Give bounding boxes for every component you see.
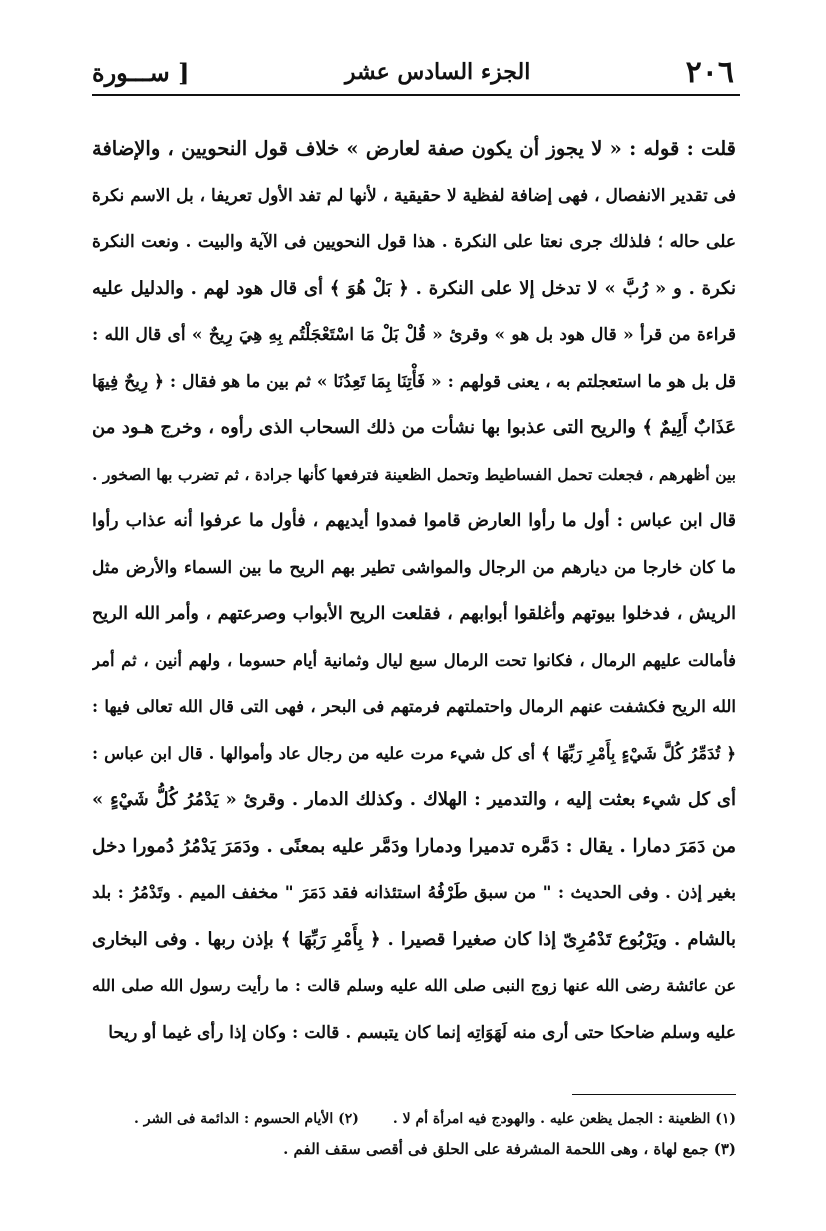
text-line: قلت : قوله : « لا يجوز أن يكون صفة لعارض » خلاف قول النحويين ، والإضافة [92, 137, 736, 160]
footnote: (١) الظعينة : الجمل يظعن عليه . والهودج فيه امرأة أم لا . [392, 1111, 736, 1127]
text-line: نكرة . و « رُبَّ » لا تدخل إلا على النكرة . ﴿ بَلْ هُوَ ﴾ أى قال هود لهم . والدليل عليه [92, 277, 736, 299]
text-line: بغير إذن . وفى الحديث : " من سبق طَرْفُهُ استئذانه فقد دَمَرَ " مخفف الميم . وتَدْمُرُ : بلد [92, 883, 736, 903]
text-line: عَذَابٌ أَلِيمٌ ﴾ والريح التى عذبوا بها نشأت من ذلك السحاب الذى رأوه ، وخرج هـود من [92, 417, 736, 438]
text-line: قل بل هو ما استعجلتم به ، يعنى قولهم : « فَأْتِنَا بِمَا تَعِدُنَا » ثم بين ما هو فقال : ﴿ رِيحٌ فِيهَا [92, 371, 736, 392]
text-line: عن عائشة رضى الله عنها زوج النبى صلى الله عليه وسلم قالت : ما رأيت رسول الله صلى الله [92, 976, 736, 995]
footnote-divider [572, 1094, 736, 1095]
text-line: قراءة من قرأ « قال هود بل هو » وقرئ « قُلْ بَلْ مَا اسْتَعْجَلْتُم بِهِ هِيَ رِيحٌ » أى قال الله : [92, 325, 736, 345]
footnote: (٣) جمع لهاة ، وهى اللحمة المشرفة على الحلق فى أقصى سقف الفم . [283, 1140, 736, 1158]
page-header [92, 52, 734, 92]
text-line: على حاله ؛ فلذلك جرى نعتا على النكرة . هذا قول النحويين فى الآية والبيت . ونعت النكرة [92, 232, 736, 252]
text-line: بين أظهرهم ، فجعلت تحمل الفساطيط وتحمل الظعينة فترفعها كأنها جرادة ، ثم تضرب بها الصخور . [92, 464, 736, 484]
footnote-line [92, 1104, 736, 1134]
text-line: أى كل شيء بعثت إليه ، والتدمير : الهلاك . وكذلك الدمار . وقرئ « يَدْمُرُ كُلُّ شَيْءٍ » [92, 789, 736, 810]
text-line: ما كان خارجا من ديارهم من الرجال والمواشى تطير بهم الريح ما بين السماء والأرض مثل [92, 557, 736, 578]
text-line: الله الريح فكشفت عنهم الرمال واحتملتهم فرمتهم فى البحر ، فهى التى قال الله تعالى فيها : [92, 697, 736, 716]
page-number: ٢٠٦ [685, 54, 734, 90]
surah-label: [ ســـورة [92, 57, 190, 87]
text-line: الريش ، فدخلوا بيوتهم وأغلقوا أبوابهم ، فقلعت الريح الأبواب وصرعتهم ، وأمر الله الريح [92, 604, 736, 624]
text-line: فأمالت عليهم الرمال ، فكانوا تحت الرمال سبع ليال وثمانية أيام حسوما ، ولهم أنين ، ثم أمر [92, 650, 736, 670]
text-line: ﴿ تُدَمِّرُ كُلَّ شَيْءٍ بِأَمْرِ رَبِّهَا ﴾ أى كل شيء مرت عليه من رجال عاد وأموالها . قال ابن عباس : [92, 743, 736, 763]
header-divider [92, 94, 740, 96]
part-title: الجزء السادس عشر [344, 59, 531, 85]
text-line: من دَمَرَ دمارا . يقال : دَمَّره تدميرا ودمارا ودَمَّر عليه بمعنًى . ودَمَرَ يَدْمُرُ دُمورا دخل [92, 835, 736, 857]
footnotes [92, 1104, 736, 1164]
footnote: (٢) الأيام الحسوم : الدائمة فى الشر . [134, 1111, 359, 1127]
footnote-line [92, 1134, 736, 1164]
text-line: عليه وسلم ضاحكا حتى أرى منه لَهَوَاتِه إنما كان يتبسم . قالت : وكان إذا رأى غيما أو ريحا [108, 1022, 736, 1043]
body-text [92, 126, 736, 1056]
text-line: قال ابن عباس : أول ما رأوا العارض قاموا فمدوا أيديهم ، فأول ما عرفوا أنه عذاب رأوا [92, 511, 736, 531]
text-line: بالشام . ويَرْبُوع تَدْمُرِىّ إذا كان صغيرا قصيرا . ﴿ بِأَمْرِ رَبِّهَا ﴾ بإذن ربها . وفى البخارى [92, 928, 736, 950]
text-line: فى تقدير الانفصال ، فهى إضافة لفظية لا حقيقية ، لأنها لم تفد الأول تعريفا ، بل الاسم نكرة [92, 185, 736, 206]
